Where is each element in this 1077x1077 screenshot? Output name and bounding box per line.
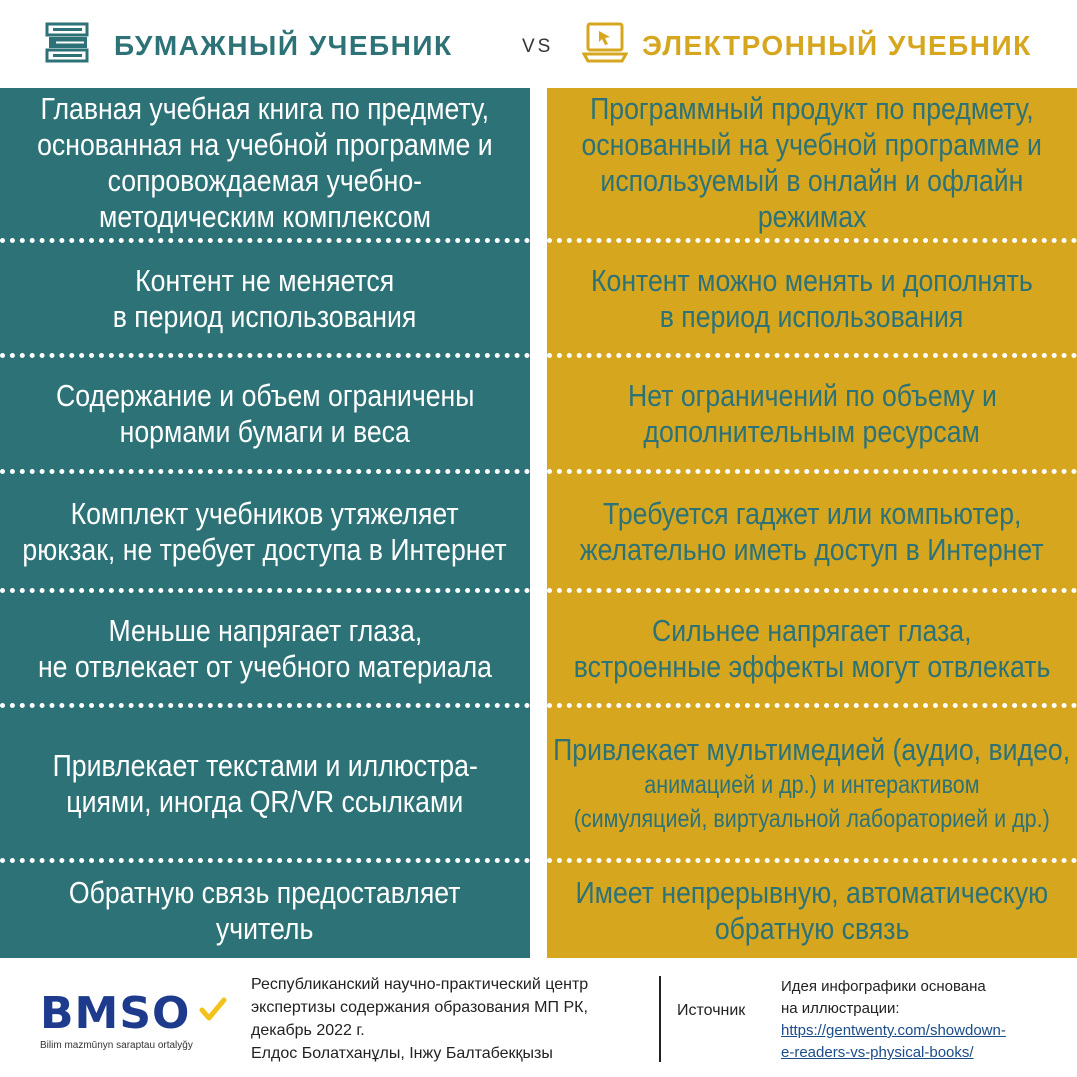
dotted-divider — [547, 588, 1077, 593]
org-line: экспертизы содержания образования МП РК, — [251, 999, 588, 1016]
comparison-cell — [0, 88, 530, 238]
cell-line: рюкзак, не требует доступа в Интернет — [22, 532, 508, 567]
cell-line: в период использования — [660, 299, 964, 334]
org-line: Республиканский научно-практический центр — [251, 976, 589, 993]
comparison-cell — [547, 359, 1077, 469]
laptop-icon — [582, 20, 628, 69]
vs-label: VS — [522, 36, 554, 57]
comparison-cell — [0, 709, 530, 859]
dotted-divider — [547, 238, 1077, 243]
cell-line: используемый в онлайн и офлайн — [600, 163, 1024, 198]
dotted-divider — [547, 858, 1077, 863]
cell-line: обратную связь — [714, 911, 910, 946]
cell-line: Привлекает мультимедией (аудио, видео, — [553, 732, 1071, 767]
cell-line: (симуляцией, виртуальной лабораторией и др.) — [574, 805, 1050, 833]
dotted-divider — [0, 238, 530, 243]
organization-info — [251, 973, 588, 1065]
source-label: Источник — [677, 1002, 746, 1019]
cell-line: основанный на учебной программе и — [581, 127, 1043, 162]
cell-line: Нет ограничений по объему и — [627, 378, 997, 413]
cell-line: Обратную связь предоставляет — [69, 875, 461, 910]
logo-text: BMSO — [40, 988, 191, 1039]
cell-line: Имеет непрерывную, автоматическую — [575, 875, 1049, 910]
cell-line: Меньше напрягает глаза, — [108, 613, 422, 648]
electronic-textbook-column — [547, 88, 1077, 958]
cell-line: Сильнее напрягает глаза, — [652, 613, 972, 648]
dotted-divider — [547, 703, 1077, 708]
cell-line: не отвлекает от учебного материала — [37, 649, 493, 684]
cell-line: циями, иногда QR/VR ссылками — [66, 784, 464, 819]
idea-source — [781, 976, 1006, 1064]
comparison-cell — [0, 864, 530, 958]
comparison-cell — [547, 88, 1077, 238]
org-line: декабрь 2022 г. — [251, 1022, 365, 1039]
cell-line: встроенные эффекты могут отвлекать — [573, 649, 1051, 684]
comparison-cell — [0, 244, 530, 354]
dotted-divider — [0, 588, 530, 593]
paper-textbook-column — [0, 88, 530, 958]
comparison-cell — [547, 864, 1077, 958]
vertical-divider — [659, 976, 661, 1062]
dotted-divider — [0, 703, 530, 708]
org-line: Елдос Болатханұлы, Інжу Балтабекқызы — [251, 1045, 553, 1062]
checkmark-icon — [194, 992, 230, 1033]
comparison-cell — [547, 709, 1077, 859]
cell-line: Контент можно менять и дополнять — [591, 263, 1033, 298]
footer — [0, 958, 1077, 1077]
cell-line: Программный продукт по предмету, — [590, 91, 1034, 126]
paper-textbook-title: БУМАЖНЫЙ УЧЕБНИК — [114, 30, 453, 61]
cell-line: Содержание и объем ограничены — [55, 378, 475, 413]
comparison-cell — [0, 475, 530, 589]
cell-line: учитель — [216, 911, 314, 946]
header — [0, 0, 1077, 88]
idea-line: на иллюстрации: — [781, 1000, 900, 1017]
cell-line: режимах — [757, 199, 867, 234]
source-link[interactable]: e-readers-vs-physical-books/ — [781, 1044, 974, 1061]
books-icon — [44, 20, 90, 69]
comparison-cell — [547, 475, 1077, 589]
comparison-cell — [547, 594, 1077, 704]
cell-line: Контент не меняется — [135, 263, 395, 298]
logo-subtitle: Bilim mazmūnyn saraptau ortalyğy — [40, 1040, 193, 1051]
cell-line: сопровождаемая учебно- — [107, 163, 423, 198]
cell-line: нормами бумаги и веса — [119, 414, 411, 449]
comparison-cell — [547, 244, 1077, 354]
bmso-logo — [40, 988, 230, 1058]
cell-line: методическим комплексом — [99, 199, 431, 234]
dotted-divider — [0, 353, 530, 358]
cell-line: Комплект учебников утяжеляет — [71, 496, 459, 531]
cell-line: анимацией и др.) и интерактивом — [644, 771, 980, 799]
dotted-divider — [547, 353, 1077, 358]
dotted-divider — [0, 469, 530, 474]
source-link[interactable]: https://gentwenty.com/showdown- — [781, 1022, 1006, 1039]
electronic-textbook-title: ЭЛЕКТРОННЫЙ УЧЕБНИК — [642, 30, 1032, 61]
cell-line: Привлекает текстами и иллюстра- — [52, 748, 478, 783]
cell-line: желательно иметь доступ в Интернет — [580, 532, 1044, 567]
dotted-divider — [547, 469, 1077, 474]
cell-line: Требуется гаджет или компьютер, — [602, 496, 1022, 531]
cell-line: дополнительным ресурсам — [643, 414, 981, 449]
comparison-cell — [0, 359, 530, 469]
idea-line: Идея инфографики основана — [781, 978, 986, 995]
cell-line: основанная на учебной программе и — [37, 127, 493, 162]
cell-line: в период использования — [113, 299, 417, 334]
comparison-cell — [0, 594, 530, 704]
cell-line: Главная учебная книга по предмету, — [40, 91, 490, 126]
dotted-divider — [0, 858, 530, 863]
